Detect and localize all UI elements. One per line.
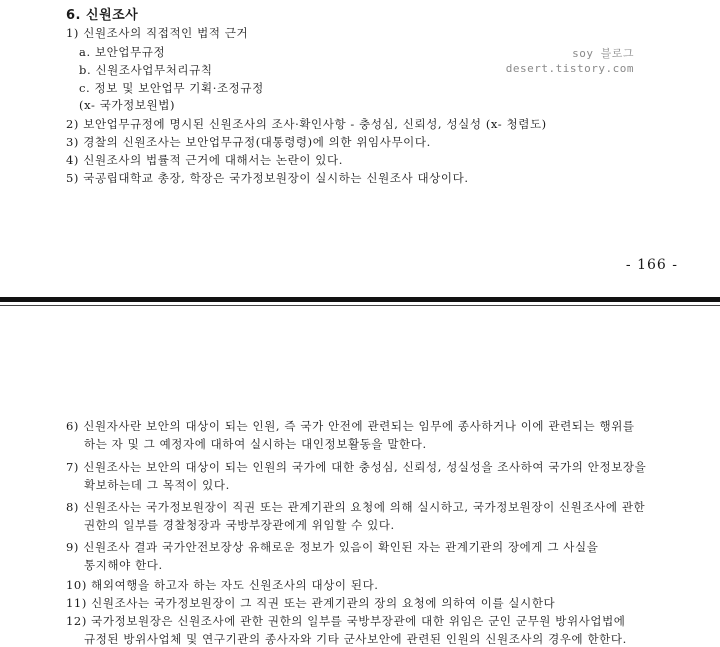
text-line: 하는 자 및 그 예정자에 대하여 실시하는 대인정보활동을 말한다. <box>84 437 427 451</box>
page-divider <box>0 297 720 302</box>
page-number: - 166 - <box>625 257 678 273</box>
top-page <box>0 0 720 296</box>
text-line: 9) 신원조사 결과 국가안전보장상 유해로운 정보가 있음이 확인된 자는 관계기관의 장에게 그 사실을 <box>66 540 599 554</box>
text-line: 권한의 일부를 경찰청장과 국방부장관에게 위임할 수 있다. <box>84 518 395 532</box>
text-line: 11) 신원조사는 국가정보원장이 그 직권 또는 관계기관의 장의 요청에 의하여 이를 실시한다 <box>66 596 556 610</box>
text-line: 12) 국가정보원장은 신원조사에 관한 권한의 일부를 국방부장관에 대한 위임은 군인 군무원 방위사업법에 <box>66 614 626 628</box>
text-line: a. 보안업무규정 <box>79 45 166 59</box>
text-line: (x- 국가정보원법) <box>79 98 176 112</box>
text-line: 2) 보안업무규정에 명시된 신원조사의 조사·확인사항 - 충성심, 신뢰성, 성실성 (x- 청렴도) <box>66 117 547 131</box>
section-heading: 6. 신원조사 <box>66 8 139 23</box>
text-line: 5) 국공립대학교 총장, 학장은 국가정보원장이 실시하는 신원조사 대상이다. <box>66 171 469 185</box>
text-line: 규정된 방위사업체 및 연구기관의 종사자와 기타 군사보안에 관련된 인원의 신원조사의 경우에 한한다. <box>84 632 627 646</box>
text-line: 통지해야 한다. <box>84 558 163 572</box>
text-line: 4) 신원조사의 법률적 근거에 대해서는 논란이 있다. <box>66 153 343 167</box>
bottom-page <box>0 306 720 646</box>
watermark-line: desert.tistory.com <box>505 62 634 75</box>
watermark-line: soy 블로그 <box>572 47 634 60</box>
text-line: 확보하는데 그 목적이 있다. <box>84 478 230 492</box>
text-line: 6) 신원자사란 보안의 대상이 되는 인원, 즉 국가 안전에 관련되는 임무에 종사하거나 이에 관련되는 행위를 <box>66 419 635 433</box>
text-line: 1) 신원조사의 직접적인 법적 근거 <box>66 26 249 40</box>
text-line: 10) 해외여행을 하고자 하는 자도 신원조사의 대상이 된다. <box>66 578 379 592</box>
text-line: c. 정보 및 보안업무 기획·조정규정 <box>79 81 264 95</box>
text-line: b. 신원조사업무처리규칙 <box>79 63 213 77</box>
text-line: 8) 신원조사는 국가정보원장이 직권 또는 관계기관의 요청에 의해 실시하고, 국가정보원장이 신원조사에 관한 <box>66 500 646 514</box>
blog-watermark <box>506 46 634 76</box>
text-line: 3) 경찰의 신원조사는 보안업무규정(대통령령)에 의한 위임사무이다. <box>66 135 431 149</box>
text-line: 7) 신원조사는 보안의 대상이 되는 인원의 국가에 대한 충성심, 신뢰성, 성실성을 조사하여 국가의 안정보장을 <box>66 460 647 474</box>
